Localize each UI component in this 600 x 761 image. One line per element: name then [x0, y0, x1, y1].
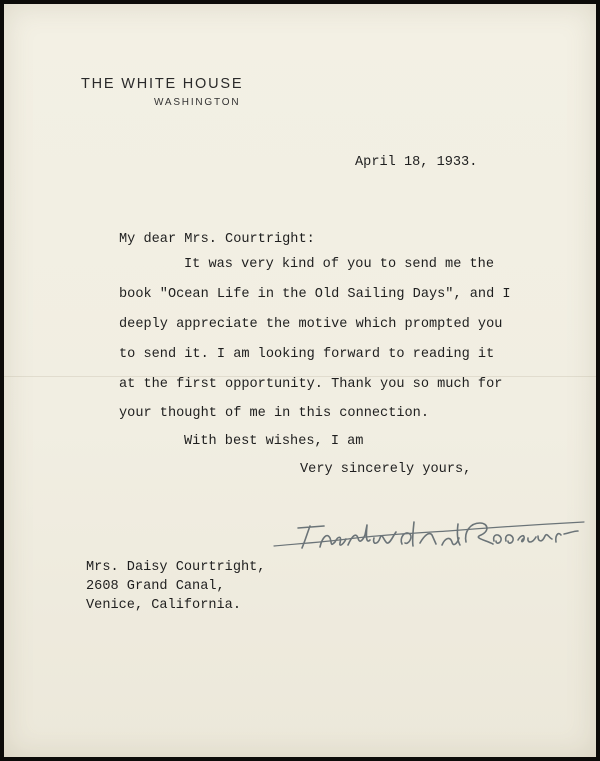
body-line: deeply appreciate the motive which prompted you	[119, 317, 503, 332]
closing-wishes: With best wishes, I am	[184, 434, 364, 449]
complimentary-close: Very sincerely yours,	[300, 462, 472, 477]
body-line: It was very kind of you to send me the	[184, 257, 494, 272]
body-line: your thought of me in this connection.	[119, 406, 429, 421]
recipient-street: 2608 Grand Canal,	[86, 579, 225, 594]
letter-page	[4, 4, 596, 757]
recipient-city: Venice, California.	[86, 598, 241, 613]
letterhead-title: THE WHITE HOUSE	[81, 76, 244, 92]
signature-mark	[266, 498, 596, 568]
body-line: at the first opportunity. Thank you so much for	[119, 377, 503, 392]
letter-date: April 18, 1933.	[355, 155, 478, 170]
recipient-name: Mrs. Daisy Courtright,	[86, 560, 266, 575]
letterhead-location: WASHINGTON	[154, 97, 241, 108]
salutation: My dear Mrs. Courtright:	[119, 232, 315, 247]
body-line: book "Ocean Life in the Old Sailing Days", and I	[119, 287, 511, 302]
body-line: to send it. I am looking forward to reading it	[119, 347, 495, 362]
